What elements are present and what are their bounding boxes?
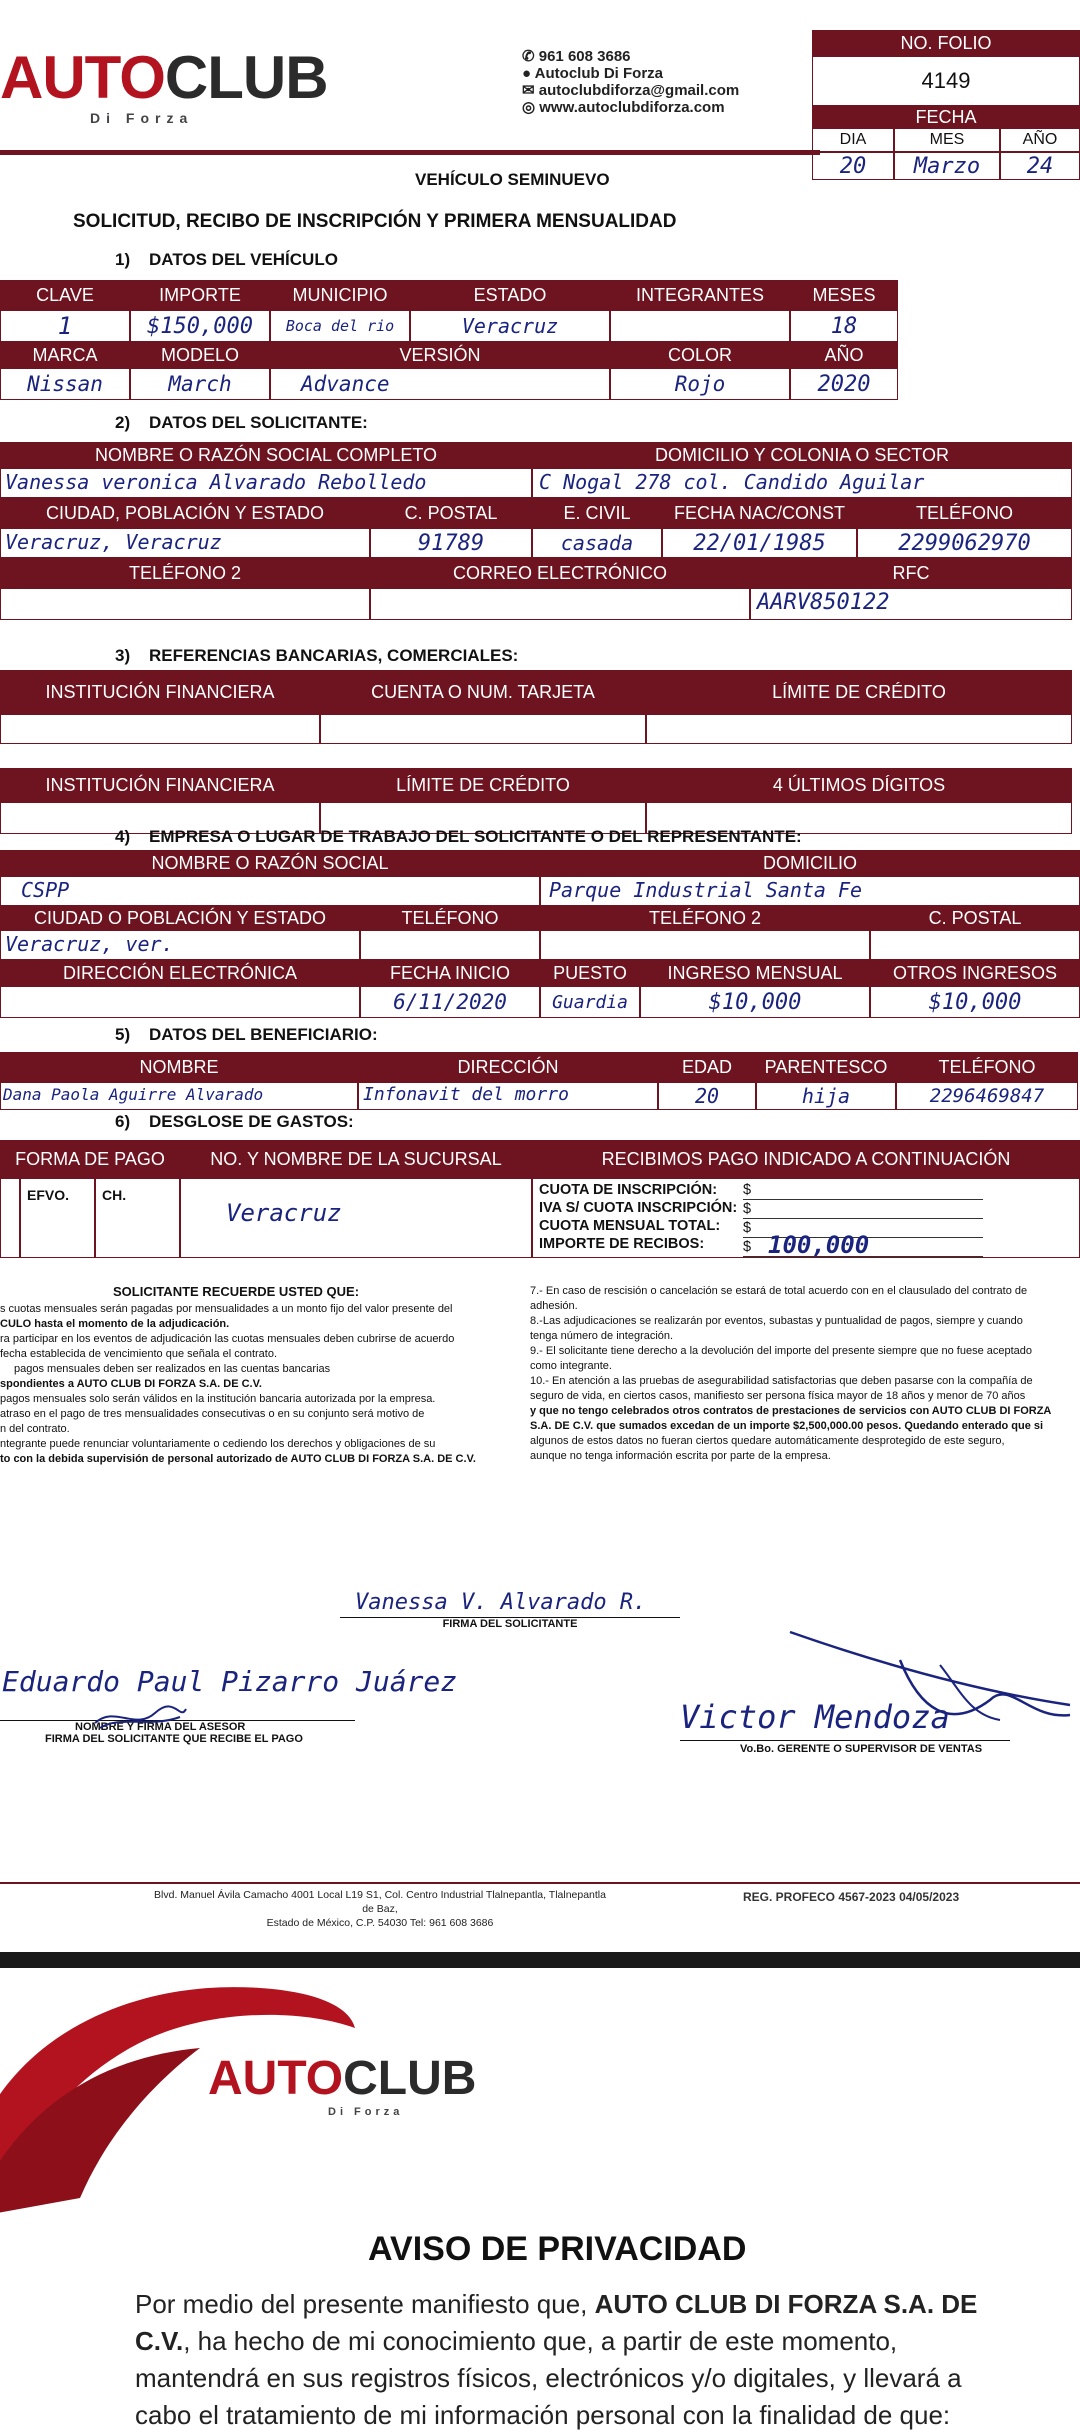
- section-4-heading: [115, 827, 802, 847]
- section-2-title: DATOS DEL SOLICITANTE:: [149, 413, 368, 432]
- pay-spacer: [0, 1178, 20, 1258]
- profeco-registration: REG. PROFECO 4567-2023 04/05/2023: [743, 1890, 960, 1904]
- contact-facebook: Autoclub Di Forza: [534, 65, 663, 82]
- term-right-3: 8.-Las adjudicaciones se realizarán por eventos, subastas y puntualidad de pagos, siempre y cuando: [530, 1315, 1023, 1327]
- rfc-value: AARV850122: [750, 588, 1072, 620]
- section-3-number: 3): [115, 646, 131, 665]
- cuenta-value: [320, 714, 646, 744]
- ciudad-empresa-value: Veracruz, ver.: [0, 930, 360, 960]
- col-ciudad: CIUDAD, POBLACIÓN Y ESTADO: [45, 502, 325, 523]
- section-4-number: 4): [115, 827, 131, 846]
- telefono2-value: [0, 588, 370, 620]
- cuota-inscripcion-label: CUOTA DE INSCRIPCIÓN:: [539, 1182, 718, 1198]
- col-ingreso-mensual: INGRESO MENSUAL: [667, 962, 843, 983]
- domicilio-value: C Nogal 278 col. Candido Aguilar: [532, 468, 1072, 498]
- col-meses: MESES: [812, 284, 876, 305]
- estado-value: Veracruz: [410, 310, 610, 342]
- asesor-scribble-icon: [90, 1703, 190, 1733]
- beneficiario-nombre-value: Dana Paola Aguirre Alvarado: [0, 1082, 358, 1110]
- col-otros-ingresos: OTROS INGRESOS: [892, 962, 1058, 983]
- section-1-number: 1): [115, 250, 131, 269]
- term-left-9: n del contrato.: [0, 1423, 70, 1435]
- gerente-signature-ink: Victor Mendoza: [680, 1698, 950, 1736]
- col-beneficiario-direccion: DIRECCIÓN: [457, 1056, 559, 1077]
- ciudad-value: Veracruz, Veracruz: [0, 528, 370, 558]
- edad-value: 20: [658, 1082, 756, 1110]
- payment-summary: [532, 1178, 1080, 1258]
- term-left-6: spondientes a AUTO CLUB DI FORZA S.A. DE C.V.: [0, 1378, 262, 1390]
- col-nombre-completo: NOMBRE O RAZÓN SOCIAL COMPLETO: [94, 444, 438, 465]
- privacy-logo-club: CLUB: [343, 2052, 477, 2105]
- dia-value: 20: [812, 152, 894, 180]
- importe-recibos-label: IMPORTE DE RECIBOS:: [539, 1236, 705, 1252]
- privacy-title: AVISO DE PRIVACIDAD: [368, 2230, 747, 2268]
- importe-value: $150,000: [130, 310, 270, 342]
- section-2-heading: [115, 413, 368, 433]
- cpostal-value: 91789: [370, 528, 532, 558]
- nombre-value: Vanessa veronica Alvarado Rebolledo: [0, 468, 532, 498]
- globe-icon: ◎: [522, 99, 540, 116]
- meses-value: 18: [790, 310, 898, 342]
- col-forma-pago: FORMA DE PAGO: [15, 1148, 165, 1169]
- header-divider: [0, 150, 820, 155]
- mes-label: MES: [894, 128, 1000, 152]
- municipio-value: Boca del rio: [270, 310, 410, 342]
- col-sucursal: NO. Y NOMBRE DE LA SUCURSAL: [210, 1148, 502, 1169]
- gerente-signature: [670, 1620, 1080, 1770]
- telefono-value: 2299062970: [857, 528, 1072, 558]
- section-6-title: DESGLOSE DE GASTOS:: [149, 1112, 354, 1131]
- importe-recibos-value: 100,000: [768, 1231, 870, 1258]
- col-importe: IMPORTE: [159, 284, 241, 305]
- ingreso-mensual-value: $10,000: [640, 986, 870, 1018]
- term-left-7: pagos mensuales solo serán válidos en la institución bancaria autorizada por la empresa.: [0, 1393, 436, 1405]
- col-telefono2-empresa: TELÉFONO 2: [648, 907, 762, 928]
- ecivil-value: casada: [532, 528, 662, 558]
- dollar-1: $: [743, 1181, 983, 1200]
- version-value: Advance: [270, 368, 610, 400]
- section-1-heading: [115, 250, 338, 270]
- contact-web: www.autoclubdiforza.com: [539, 99, 725, 116]
- correo-value: [370, 588, 750, 620]
- col-beneficiario-telefono: TELÉFONO: [938, 1056, 1036, 1077]
- otros-ingresos-value: $10,000: [870, 986, 1080, 1018]
- section-5-number: 5): [115, 1025, 131, 1044]
- iva-label: IVA S/ CUOTA INSCRIPCIÓN:: [539, 1200, 738, 1216]
- mes-value: Marzo: [894, 152, 1000, 180]
- footer-address-1: Blvd. Manuel Ávila Camacho 4001 Local L19 S1, Col. Centro Industrial Tlalnepantla, Tlalnepantla de Baz,: [154, 1889, 606, 1915]
- razon-social-value: CSPP: [0, 876, 540, 906]
- section-3-title: REFERENCIAS BANCARIAS, COMERCIALES:: [149, 646, 519, 665]
- asesor-signature-ink: Eduardo Paul Pizarro Juárez: [2, 1665, 458, 1698]
- cpostal-empresa-value: [870, 930, 1080, 960]
- col-color: COLOR: [667, 344, 732, 365]
- col-cpostal-empresa: C. POSTAL: [928, 907, 1022, 928]
- term-right-2: adhesión.: [530, 1300, 578, 1312]
- dollar-4: $: [743, 1238, 983, 1257]
- term-right-6: como integrante.: [530, 1360, 612, 1372]
- clave-value: 1: [0, 310, 130, 342]
- asesor-signature-label: NOMBRE Y FIRMA DEL ASESOR: [75, 1721, 246, 1733]
- col-rfc: RFC: [892, 562, 930, 583]
- dia-label: DIA: [812, 128, 894, 152]
- col-telefono: TELÉFONO: [915, 502, 1013, 523]
- privacy-logo: [208, 2052, 508, 2118]
- term-right-9: y que no tengo celebrados otros contratos de prestaciones de servicios con AUTO CLUB DI FORZA: [530, 1405, 1052, 1417]
- domicilio-empresa-value: Parque Industrial Santa Fe: [540, 876, 1080, 906]
- col-ultimos-digitos: 4 ÚLTIMOS DÍGITOS: [772, 774, 946, 795]
- solicitante-signature: [340, 1590, 680, 1630]
- telefono-empresa-value: [360, 930, 540, 960]
- col-recibimos: RECIBIMOS PAGO INDICADO A CONTINUACIÓN: [601, 1148, 1011, 1169]
- section-5-title: DATOS DEL BENEFICIARIO:: [149, 1025, 378, 1044]
- solicitante-signature-label: FIRMA DEL SOLICITANTE: [442, 1618, 578, 1630]
- col-clave: CLAVE: [36, 284, 94, 305]
- privacy-text-2: , ha hecho de mi conocimiento que, a partir de este momento, mantendrá en sus registros físicos, electrónicos y/o digitales, y llevará a cabo el tratamiento de mi información personal con la finalidad de que:: [135, 2326, 962, 2430]
- term-left-8: atraso en el pago de tres mensualidades consecutivas o en su conjunto será motivo de: [0, 1408, 425, 1420]
- term-left-10: ntegrante puede renunciar voluntariamente o cediendo los derechos y obligaciones de su: [0, 1438, 436, 1450]
- folio-label: NO. FOLIO: [812, 30, 1080, 56]
- term-right-5: 9.- El solicitante tiene derecho a la devolución del importe del presente siempre que no fuese aceptado: [530, 1345, 1033, 1357]
- col-fecha-inicio: FECHA INICIO: [389, 962, 510, 983]
- privacy-text-1: Por medio del presente manifiesto que,: [135, 2289, 595, 2319]
- section-4-title: EMPRESA O LUGAR DE TRABAJO DEL SOLICITANTE O DEL REPRESENTANTE:: [149, 827, 802, 846]
- col-limite-1: LÍMITE DE CRÉDITO: [772, 681, 946, 702]
- col-ano: AÑO: [824, 344, 864, 365]
- col-ecivil: E. CIVIL: [563, 502, 631, 523]
- section-1-title: DATOS DEL VEHÍCULO: [149, 250, 338, 269]
- ano-vehiculo-value: 2020: [790, 368, 898, 400]
- col-domicilio-empresa: DOMICILIO: [762, 852, 857, 873]
- dollar-3: $: [743, 1219, 983, 1238]
- ano-value: 24: [1000, 152, 1080, 180]
- col-fecha-nac: FECHA NAC/CONST: [673, 502, 846, 523]
- vehicle-table: [0, 280, 898, 400]
- beneficiary-table: [0, 1052, 1078, 1110]
- footer-divider: [0, 1882, 1080, 1884]
- term-left-1: s cuotas mensuales serán pagadas por mensualidades a un monto fijo del valor presente del: [0, 1303, 453, 1315]
- terms-title: SOLICITANTE RECUERDE USTED QUE:: [113, 1284, 360, 1299]
- privacy-company: AUTO CLUB DI FORZA S.A. DE C.V.: [135, 2289, 978, 2356]
- col-version: VERSIÓN: [399, 344, 481, 365]
- col-parentesco: PARENTESCO: [764, 1056, 888, 1077]
- puesto-value: Guardia: [540, 986, 640, 1018]
- institucion-1-value: [0, 714, 320, 744]
- form-title: SOLICITUD, RECIBO DE INSCRIPCIÓN Y PRIMERA MENSUALIDAD: [73, 211, 677, 232]
- vehicle-type: VEHÍCULO SEMINUEVO: [415, 170, 610, 189]
- col-ciudad-empresa: CIUDAD O POBLACIÓN Y ESTADO: [33, 907, 327, 928]
- term-right-12: aunque no tenga información escrita por parte de la empresa.: [530, 1450, 831, 1462]
- applicant-table: [0, 442, 1072, 620]
- col-cuenta: CUENTA O NUM. TARJETA: [371, 681, 595, 702]
- term-left-11: to con la debida supervisión de personal autorizado de AUTO CLUB DI FORZA S.A. DE C.V.: [0, 1453, 476, 1465]
- col-direccion-electronica: DIRECCIÓN ELECTRÓNICA: [62, 962, 298, 983]
- fecha-nac-value: 22/01/1985: [662, 528, 857, 558]
- cuota-mensual-label: CUOTA MENSUAL TOTAL:: [539, 1218, 721, 1234]
- phone-icon: ✆: [522, 48, 539, 65]
- efvo-option[interactable]: EFVO.: [20, 1178, 95, 1258]
- expenses-table: [0, 1140, 1080, 1258]
- terms-left: [0, 1302, 508, 1467]
- contact-phone: 961 608 3686: [538, 48, 631, 65]
- col-correo: CORREO ELECTRÓNICO: [452, 562, 668, 583]
- cheque-option[interactable]: CH.: [95, 1178, 180, 1258]
- gerente-signature-label: Vo.Bo. GERENTE O SUPERVISOR DE VENTAS: [740, 1743, 983, 1755]
- section-3-heading: [115, 646, 518, 666]
- facebook-icon: ●: [522, 65, 535, 82]
- col-limite-2: LÍMITE DE CRÉDITO: [396, 774, 570, 795]
- col-razon-social: NOMBRE O RAZÓN SOCIAL: [151, 852, 389, 873]
- beneficiario-direccion-value: Infonavit del morro: [358, 1082, 658, 1110]
- term-right-8: seguro de vida, en ciertos casos, manifiesto ser persona física mayor de 18 años y menor de 70 años: [530, 1390, 1026, 1402]
- col-integrantes: INTEGRANTES: [635, 284, 764, 305]
- privacy-logo-auto: AUTO: [208, 2052, 344, 2105]
- folio-box: [812, 30, 1080, 188]
- term-left-5: pagos mensuales deben ser realizados en las cuentas bancarias: [14, 1363, 331, 1375]
- col-modelo: MODELO: [160, 344, 239, 365]
- autoclub-logo: [0, 44, 340, 138]
- term-left-2: CULO hasta el momento de la adjudicación.: [0, 1318, 230, 1330]
- contact-block: [522, 48, 739, 116]
- fecha-inicio-value: 6/11/2020: [360, 986, 540, 1018]
- term-right-10: S.A. DE C.V. que sumados excedan de un importe $2,500,000.00 pesos. Quedando enterado que si: [530, 1420, 1044, 1432]
- contact-email: autoclubdiforza@gmail.com: [538, 82, 740, 99]
- telefono2-empresa-value: [540, 930, 870, 960]
- col-edad: EDAD: [681, 1056, 732, 1077]
- col-telefono-empresa: TELÉFONO: [401, 907, 499, 928]
- sucursal-value: Veracruz: [180, 1178, 532, 1258]
- logo-auto-text: AUTO: [0, 44, 165, 111]
- section-6-heading: [115, 1112, 354, 1132]
- integrantes-value: [610, 310, 790, 342]
- term-left-3: ra participar en los eventos de adjudicación las cuotas mensuales deben cubrirse de acuerdo: [0, 1333, 455, 1345]
- footer-address: [150, 1888, 610, 1930]
- mail-icon: ✉: [522, 82, 539, 99]
- beneficiario-telefono-value: 2296469847: [896, 1082, 1078, 1110]
- color-value: Rojo: [610, 368, 790, 400]
- footer-address-2: Estado de México, C.P. 54030 Tel: 961 608 3686: [266, 1917, 494, 1929]
- term-right-7: 10.- En atención a las pruebas de asegurabilidad satisfactorias que deben pasarse con la compañía de: [530, 1375, 1033, 1387]
- employer-table: [0, 850, 1080, 1018]
- dollar-2: $: [743, 1200, 983, 1219]
- page-separator: [0, 1952, 1080, 1968]
- col-municipio: MUNICIPIO: [292, 284, 388, 305]
- limite-1-value: [646, 714, 1072, 744]
- privacy-logo-sub: Di Forza: [328, 2106, 404, 2118]
- col-institucion-2: INSTITUCIÓN FINANCIERA: [45, 774, 275, 795]
- section-6-number: 6): [115, 1112, 131, 1131]
- logo-sub-text: Di Forza: [90, 110, 194, 126]
- col-telefono2: TELÉFONO 2: [128, 562, 242, 583]
- term-right-4: tenga número de integración.: [530, 1330, 674, 1342]
- asesor-signature-label-2: FIRMA DEL SOLICITANTE QUE RECIBE EL PAGO: [45, 1733, 303, 1745]
- col-institucion-1: INSTITUCIÓN FINANCIERA: [45, 681, 275, 702]
- marca-value: Nissan: [0, 368, 130, 400]
- col-beneficiario-nombre: NOMBRE: [139, 1056, 219, 1077]
- bank-refs-table: [0, 670, 1072, 834]
- modelo-value: March: [130, 368, 270, 400]
- col-estado: ESTADO: [473, 284, 547, 305]
- solicitante-signature-ink: Vanessa V. Alvarado R.: [355, 1590, 647, 1615]
- folio-value: 4149: [812, 56, 1080, 106]
- asesor-signature: [0, 1665, 458, 1745]
- term-right-1: 7.- En caso de rescisión o cancelación se estará de total acuerdo con en el clausulado del contrato de: [530, 1285, 1028, 1297]
- terms-right: [530, 1284, 1080, 1464]
- section-5-heading: [115, 1025, 378, 1045]
- col-puesto: PUESTO: [553, 962, 627, 983]
- privacy-body: [135, 2286, 1015, 2434]
- col-marca: MARCA: [32, 344, 98, 365]
- section-2-number: 2): [115, 413, 131, 432]
- parentesco-value: hija: [756, 1082, 896, 1110]
- direccion-electronica-value: [0, 986, 360, 1018]
- ano-label: AÑO: [1000, 128, 1080, 152]
- term-left-4: fecha establecida de vencimiento que señala el contrato.: [0, 1348, 278, 1360]
- logo-club-text: CLUB: [164, 44, 328, 111]
- term-right-11: algunos de estos datos no fueran ciertos quedare automáticamente desprotegido de este seguro,: [530, 1435, 1005, 1447]
- col-cpostal: C. POSTAL: [404, 502, 498, 523]
- fecha-label: FECHA: [812, 106, 1080, 128]
- col-domicilio: DOMICILIO Y COLONIA O SECTOR: [654, 444, 950, 465]
